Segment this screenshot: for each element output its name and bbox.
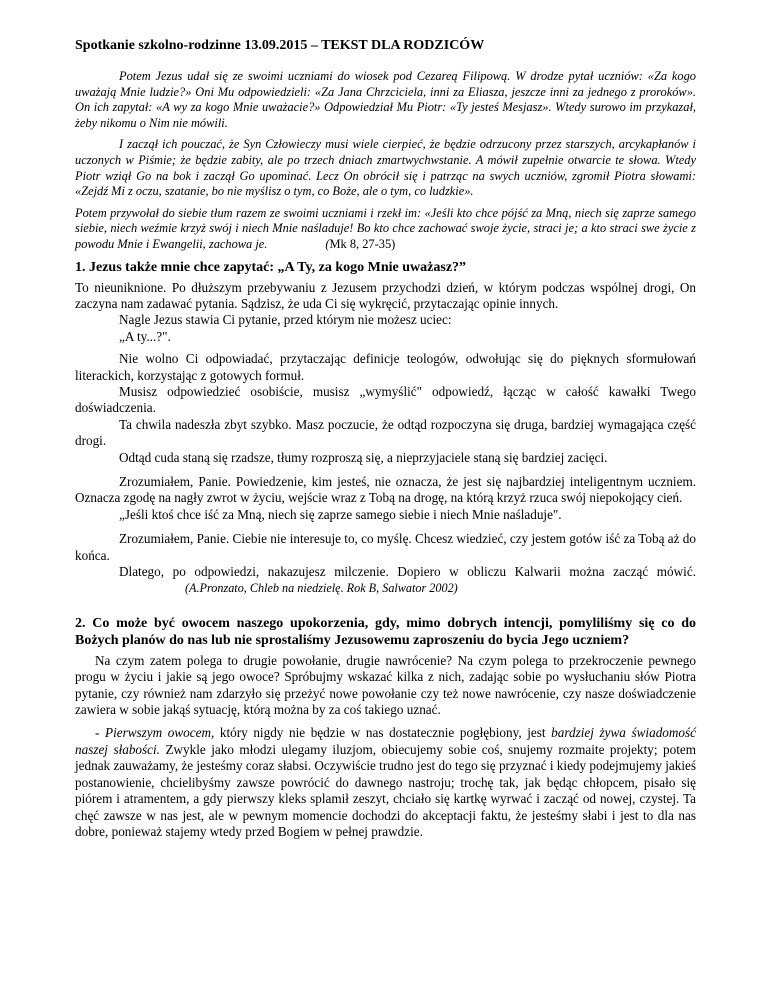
gospel-quote-paragraph-2: I zaczął ich pouczać, że Syn Człowieczy musi wiele cierpieć, że będzie odrzucony przez starszych, arcykapłanów i uczonych w Piśmie; że będzie zabity, ale po trzech dniach zmartwychwstanie. A mówił zupełnie otwarcie te słowa. Wtedy Piotr wziął Go na bok i zaczął Go upominać. Lecz On obrócił się i patrząc na swych uczniów, zgromił Piotra słowami: «Zejdź Mi z oczu, szatanie, bo nie myślisz o tym, co Boże, ale o tym, co ludzkie». <box>75 137 696 199</box>
section-1-paragraph: „Jeśli ktoś chce iść za Mną, niech się zaprze samego siebie i niech Mnie naśladuje". <box>119 506 562 522</box>
section-1-paragraph: Zrozumiałem, Panie. Powiedzenie, kim jesteś, nie oznacza, że jest się najbardziej inteligentnym uczniem. Oznacza zgodę na nagły zwrot w życiu, wejście wraz z Tobą na drogę, na którą krzyż rzuca swój niepokojący cień. <box>75 474 696 506</box>
section-1-paragraph: To nieuniknione. Po dłuższym przebywaniu z Jezusem przychodzi dzień, w którym podczas wspólnej drogi, On zaczyna nam zadawać pytania. Sądzisz, że uda Ci się wykręcić, przytaczając opinie innych. <box>75 279 696 311</box>
text-run: Zwykle jako młodzi ulegamy iluzjom, obiecujemy sobie coś, snujemy rozmaite projekty; potem jednak zauważamy, że jesteśmy coraz słabsi. Oczywiście trudno jest do tego się przyznać i kiedy podejmujemy jakieś postanowienie, chcielibyśmy zawsze powrócić do dawnego nastroju; trochę tak, jak będąc chłopcem, pisało się piórem i atramentem, a gdy pierwszy kleks splamił zeszyt, chciało się kartkę wyrwać i zacząć od nowej, czystej. Ta chęć zawsze w nas jest, ale w pewnym momencie dochodzi do akceptacji faktu, że jesteśmy słabi i jest to dla nas dobre, ponieważ stajemy wtedy przed Bogiem w pełnej prawdzie. <box>75 741 696 839</box>
section-1-heading: 1. Jezus także mnie chce zapytać: „A Ty, za kogo Mnie uważasz?” <box>75 259 467 275</box>
section-1-paragraph <box>75 564 696 597</box>
section-2-paragraph: Na czym zatem polega to drugie powołanie, drugie nawrócenie? Na czym polega to przekroczenie pewnego progu w życiu i jakie są jego owoce? Spróbujmy wskazać kilka z nich, zadając sobie po wysłuchaniu słów Piotra pytanie, czy również nam zdarzyło się przeżyć nowe powołanie czy też nowe nawrócenie, czy nasze doświadczenie zawiera w sobie jakąś sytuację, którą można by za coś takiego uznać. <box>75 652 696 718</box>
gospel-quote-paragraph-3 <box>75 206 696 253</box>
section-1-paragraph: Ta chwila nadeszła zbyt szybko. Masz poczucie, że odtąd rozpoczyna się druga, bardziej wymagająca część drogi. <box>75 416 696 449</box>
section-1-paragraph: Zrozumiałem, Panie. Ciebie nie interesuje to, co myślę. Chcesz wiedzieć, czy jestem gotów iść za Tobą aż do końca. <box>75 531 696 563</box>
section-1-paragraph: Nagle Jezus stawia Ci pytanie, przed którym nie możesz uciec: <box>119 312 452 328</box>
page-title: Spotkanie szkolno-rodzinne 13.09.2015 – TEKST DLA RODZICÓW <box>75 38 485 53</box>
emphasis-weakness: bardziej żywa świadomość naszej słabości. <box>75 725 696 757</box>
gospel-reference: Mk 8, 27-35) <box>329 236 396 251</box>
gospel-quote-paragraph-1: Potem Jezus udał się ze swoimi uczniami do wiosek pod Cezareą Filipową. W drodze pytał uczniów: «Za kogo uważają Mnie ludzie?» Oni Mu odpowiedzieli: «Za Jana Chrzciciela, inni za Eliasza, jeszcze inni za jednego z proroków». On ich zapytał: «A wy za kogo Mnie uważacie?» Odpowiedział Mu Piotr: «Ty jesteś Mesjasz». Wtedy surowo im przykazał, żeby nikomu o Nim nie mówili. <box>75 69 696 130</box>
source-citation: (A.Pronzato, Chleb na niedzielę. Rok B, Salwator 2002) <box>185 581 458 596</box>
text-run: który nigdy nie będzie w nas dostatecznie pogłębiony, jest <box>214 725 552 741</box>
section-1-paragraph: „A ty...?". <box>119 328 171 344</box>
gospel-reference-paren: ( <box>325 236 330 251</box>
section-1-paragraph: Nie wolno Ci odpowiadać, przytaczając definicje teologów, odwołując się do pięknych sformułowań literackich, korzystając z gotowych formuł. <box>75 351 696 383</box>
gospel-quote-text: Potem przywołał do siebie tłum razem ze swoimi uczniami i rzekł im: «Jeśli kto chce pójść za Mną, niech się zaprze samego siebie, niech weźmie krzyż swój i niech Mnie naśladuje! Bo kto chce zachować swoje życie, straci je; a kto straci swe życie z powodu Mnie i Ewangelii, zachowa je. <box>75 205 696 251</box>
section-1-closing-text: Dlatego, po odpowiedzi, nakazujesz milczenie. Dopiero w obliczu Kalwarii można zacząć mówić. <box>119 564 696 580</box>
emphasis-first-fruit: Pierwszym owocem, <box>105 725 215 741</box>
section-1-paragraph: Odtąd cuda staną się rzadsze, tłumy rozproszą się, a nieprzyjaciele staną się bardziej zacięci. <box>119 449 608 465</box>
section-2-heading: 2. Co może być owocem naszego upokorzenia, gdy, mimo dobrych intencji, pomyliliśmy się co do Bożych planów do nas lub nie sprostaliśmy Jezusowemu zaproszeniu do bycia Jego uczniem? <box>75 615 696 648</box>
section-2-body <box>75 653 696 840</box>
section-1-paragraph: Musisz odpowiedzieć osobiście, musisz „wymyślić" odpowiedź, łącząc w całość kawałki Twego doświadczenia. <box>75 383 696 416</box>
section-2-paragraph <box>75 725 696 840</box>
list-dash: - <box>95 725 106 741</box>
